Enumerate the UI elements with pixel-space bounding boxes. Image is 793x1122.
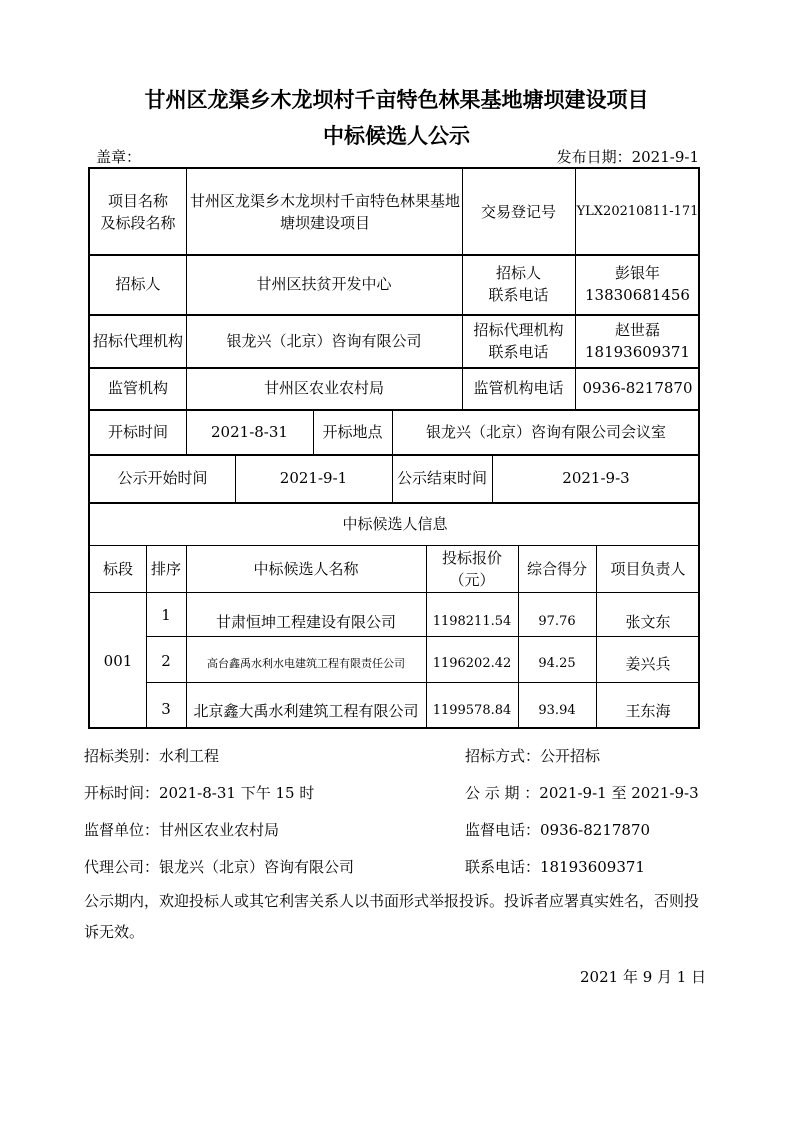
- notice-end: 2021-9-3: [562, 469, 630, 487]
- candidate-rank: 1: [161, 606, 171, 624]
- supervisor-label: 监管机构: [107, 379, 168, 397]
- notice-start-label: 公示开始时间: [117, 469, 208, 487]
- candidate-score: 97.76: [538, 614, 576, 629]
- open-time-info: 开标时间：2021-8-31 下午 15 时: [84, 784, 315, 802]
- document-subtitle: 中标候选人公示: [323, 124, 470, 148]
- supervising-phone: 监督电话：0936-8217870: [465, 821, 651, 839]
- supervisor-phone-label: 监管机构电话: [473, 379, 564, 397]
- document-title: 甘州区龙渠乡木龙坝村千亩特色林果基地塘坝建设项目: [144, 88, 649, 112]
- col-header-rank: 排序: [150, 559, 181, 578]
- agency-label: 招标代理机构: [92, 331, 183, 350]
- tenderer-label: 招标人: [115, 275, 161, 293]
- open-time: 2021-8-31: [211, 422, 288, 441]
- section-number: 001: [103, 651, 133, 670]
- candidates-title: 中标候选人信息: [342, 514, 448, 533]
- open-time-label: 开标时间: [107, 422, 168, 441]
- agency-contact: 赵世磊 18193609371: [585, 320, 690, 361]
- project-name: 甘州区龙渠乡木龙坝村千亩特色林果基地塘坝建设项目: [190, 191, 461, 232]
- complaint-notice: 公示期内，欢迎投标人或其它利害关系人以书面形式举报投诉。投诉者应署真实姓名，否则投诉无效。: [84, 892, 700, 941]
- candidate-score: 94.25: [538, 656, 576, 671]
- candidate-price: 1198211.54: [432, 614, 512, 629]
- tenderer-contact: 彭银年 13830681456: [585, 264, 690, 304]
- candidate-name: 高台鑫禹水利水电建筑工程有限责任公司: [207, 657, 405, 670]
- candidate-price: 1196202.42: [432, 656, 512, 671]
- tender-category: 招标类别：水利工程: [84, 747, 220, 765]
- col-header-leader: 项目负责人: [610, 559, 686, 578]
- sign-date: 2021 年 9 月 1 日: [580, 968, 707, 986]
- agent-company: 代理公司：银龙兴（北京）咨询有限公司: [84, 858, 355, 876]
- candidate-rank: 3: [161, 700, 171, 718]
- agent-phone: 联系电话：18193609371: [465, 858, 645, 876]
- open-place: 银龙兴（北京）咨询有限公司会议室: [425, 422, 666, 441]
- agency-phone-label: 招标代理机构 联系电话: [473, 320, 564, 361]
- tenderer: 甘州区扶贫开发中心: [256, 275, 392, 293]
- candidate-score: 93.94: [538, 703, 576, 718]
- project-name-label: 项目名称 及标段名称: [100, 191, 176, 232]
- col-header-price: 投标报价 （元）: [441, 548, 502, 589]
- col-header-section: 标段: [102, 559, 133, 578]
- candidate-leader: 王东海: [625, 702, 671, 720]
- tender-method: 招标方式：公开招标: [465, 747, 601, 765]
- announcement-table: [88, 167, 700, 729]
- supervising-unit: 监督单位：甘州区农业农村局: [84, 821, 280, 839]
- supervisor-phone: 0936-8217870: [582, 379, 693, 397]
- open-place-label: 开标地点: [322, 422, 383, 441]
- candidate-leader: 张文东: [625, 613, 671, 631]
- candidate-price: 1199578.84: [432, 703, 512, 718]
- publish-date: 发布日期：2021-9-1: [556, 148, 699, 166]
- notice-start: 2021-9-1: [279, 469, 348, 487]
- notice-end-label: 公示结束时间: [396, 469, 487, 487]
- col-header-score: 综合得分: [526, 559, 587, 578]
- candidate-name: 甘肃恒坤工程建设有限公司: [215, 613, 396, 631]
- trade-no-label: 交易登记号: [480, 202, 556, 221]
- agency: 银龙兴（北京）咨询有限公司: [226, 331, 422, 350]
- candidate-name: 北京鑫大禹水利建筑工程有限公司: [193, 702, 419, 720]
- tenderer-phone-label: 招标人 联系电话: [488, 264, 549, 304]
- candidate-rank: 2: [161, 652, 171, 670]
- notice-period: 公 示 期 ：2021-9-1 至 2021-9-3: [465, 784, 699, 802]
- supervisor: 甘州区农业农村局: [263, 379, 384, 397]
- candidate-leader: 姜兴兵: [625, 655, 671, 673]
- col-header-name: 中标候选人名称: [253, 559, 359, 578]
- trade-no: YLX20210811-171: [576, 203, 699, 219]
- seal-label: 盖章：: [96, 148, 142, 166]
